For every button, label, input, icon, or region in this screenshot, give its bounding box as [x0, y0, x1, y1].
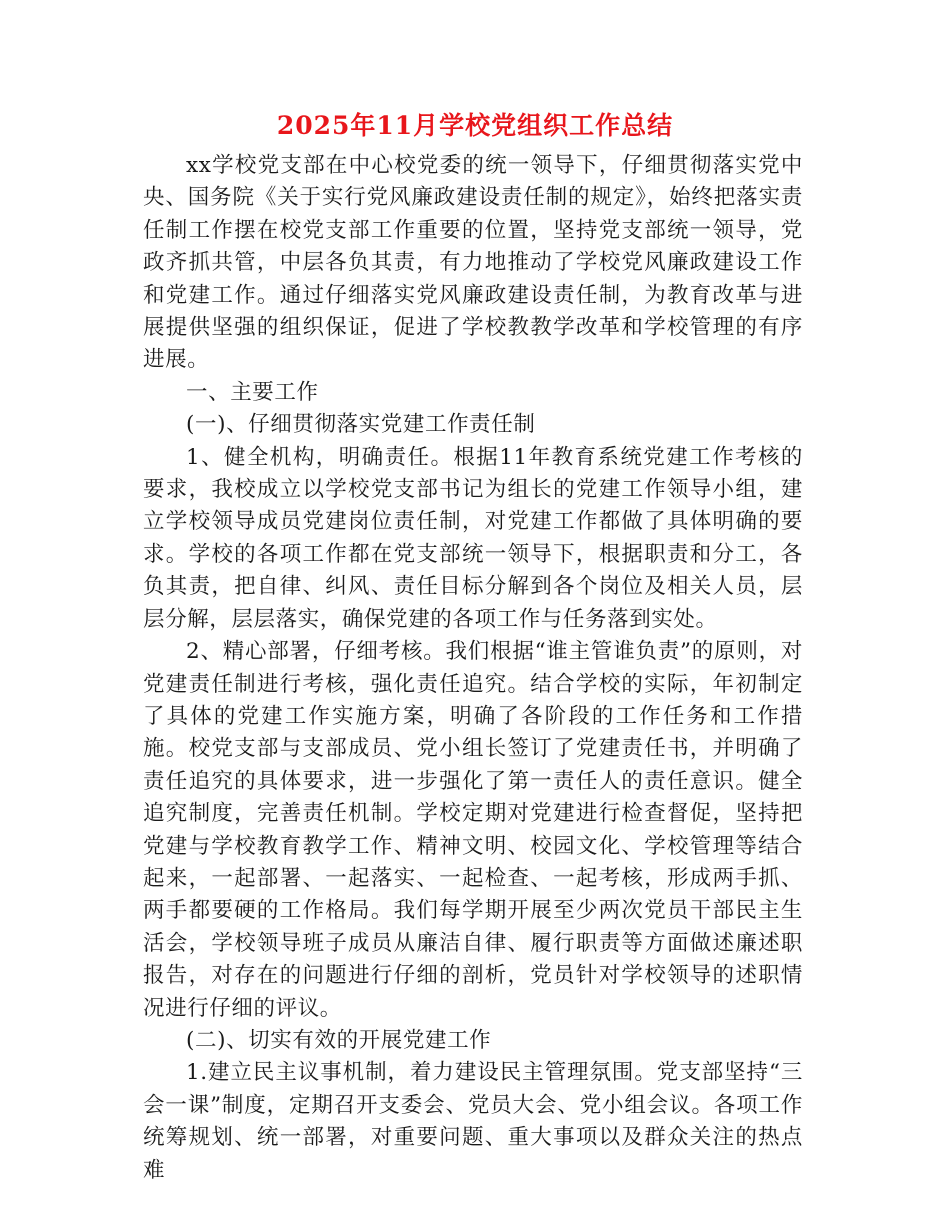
paragraph-item-1: 1、健全机构，明确责任。根据11年教育系统党建工作考核的要求，我校成立以学校党支部书记为组长的党建工作领导小组，建立学校领导成员党建岗位责任制，对党建工作都做了具体明确的要求。学校的各项工作都在党支部统一领导下，根据职责和分工，各负其责，把自律、纠风、责任目标分解到各个岗位及相关人员，层层分解，层层落实，确保党建的各项工作与任务落到实处。: [143, 444, 803, 632]
paragraph-item-2: 2、精心部署，仔细考核。我们根据“谁主管谁负责”的原则，对党建责任制进行考核，强化责任追究。结合学校的实际，年初制定了具体的党建工作实施方案，明确了各阶段的工作任务和工作措施。校党支部与支部成员、党小组长签订了党建责任书，并明确了责任追究的具体要求，进一步强化了第一责任人的责任意识。健全追究制度，完善责任机制。学校定期对党建进行检查督促，坚持把党建与学校教育教学工作、精神文明、校园文化、学校管理等结合起来，一起部署、一起落实、一起检查、一起考核，形成两手抓、两手都要硬的工作格局。我们每学期开展至少两次党员干部民主生活会，学校领导班子成员从廉洁自律、履行职责等方面做述廉述职报告，对存在的问题进行仔细的剖析，党员针对学校领导的述职情况进行仔细的评议。: [143, 639, 803, 1021]
document-body: [143, 150, 803, 1187]
section-heading-main-work: 一、主要工作: [186, 379, 319, 405]
subsection-heading-1: (一)、仔细贯彻落实党建工作责任制: [186, 412, 536, 438]
paragraph-intro: xx学校党支部在中心校党委的统一领导下，仔细贯彻落实党中央、国务院《关于实行党风廉政建设责任制的规定》，始终把落实责任制工作摆在校党支部工作重要的位置，坚持党支部统一领导，党政齐抓共管，中层各负其责，有力地推动了学校党风廉政建设工作和党建工作。通过仔细落实党风廉政建设责任制，为教育改革与进展提供坚强的组织保证，促进了学校教教学改革和学校管理的有序进展。: [143, 153, 803, 373]
document-title: 2025年11月学校党组织工作总结: [276, 111, 674, 140]
paragraph-item-3: 1.建立民主议事机制，着力建设民主管理氛围。党支部坚持“三会一课”制度，定期召开支委会、党员大会、党小组会议。各项工作统筹规划、统一部署，对重要问题、重大事项以及群众关注的热点难: [143, 1060, 803, 1183]
subsection-heading-2: (二)、切实有效的开展党建工作: [186, 1027, 492, 1053]
